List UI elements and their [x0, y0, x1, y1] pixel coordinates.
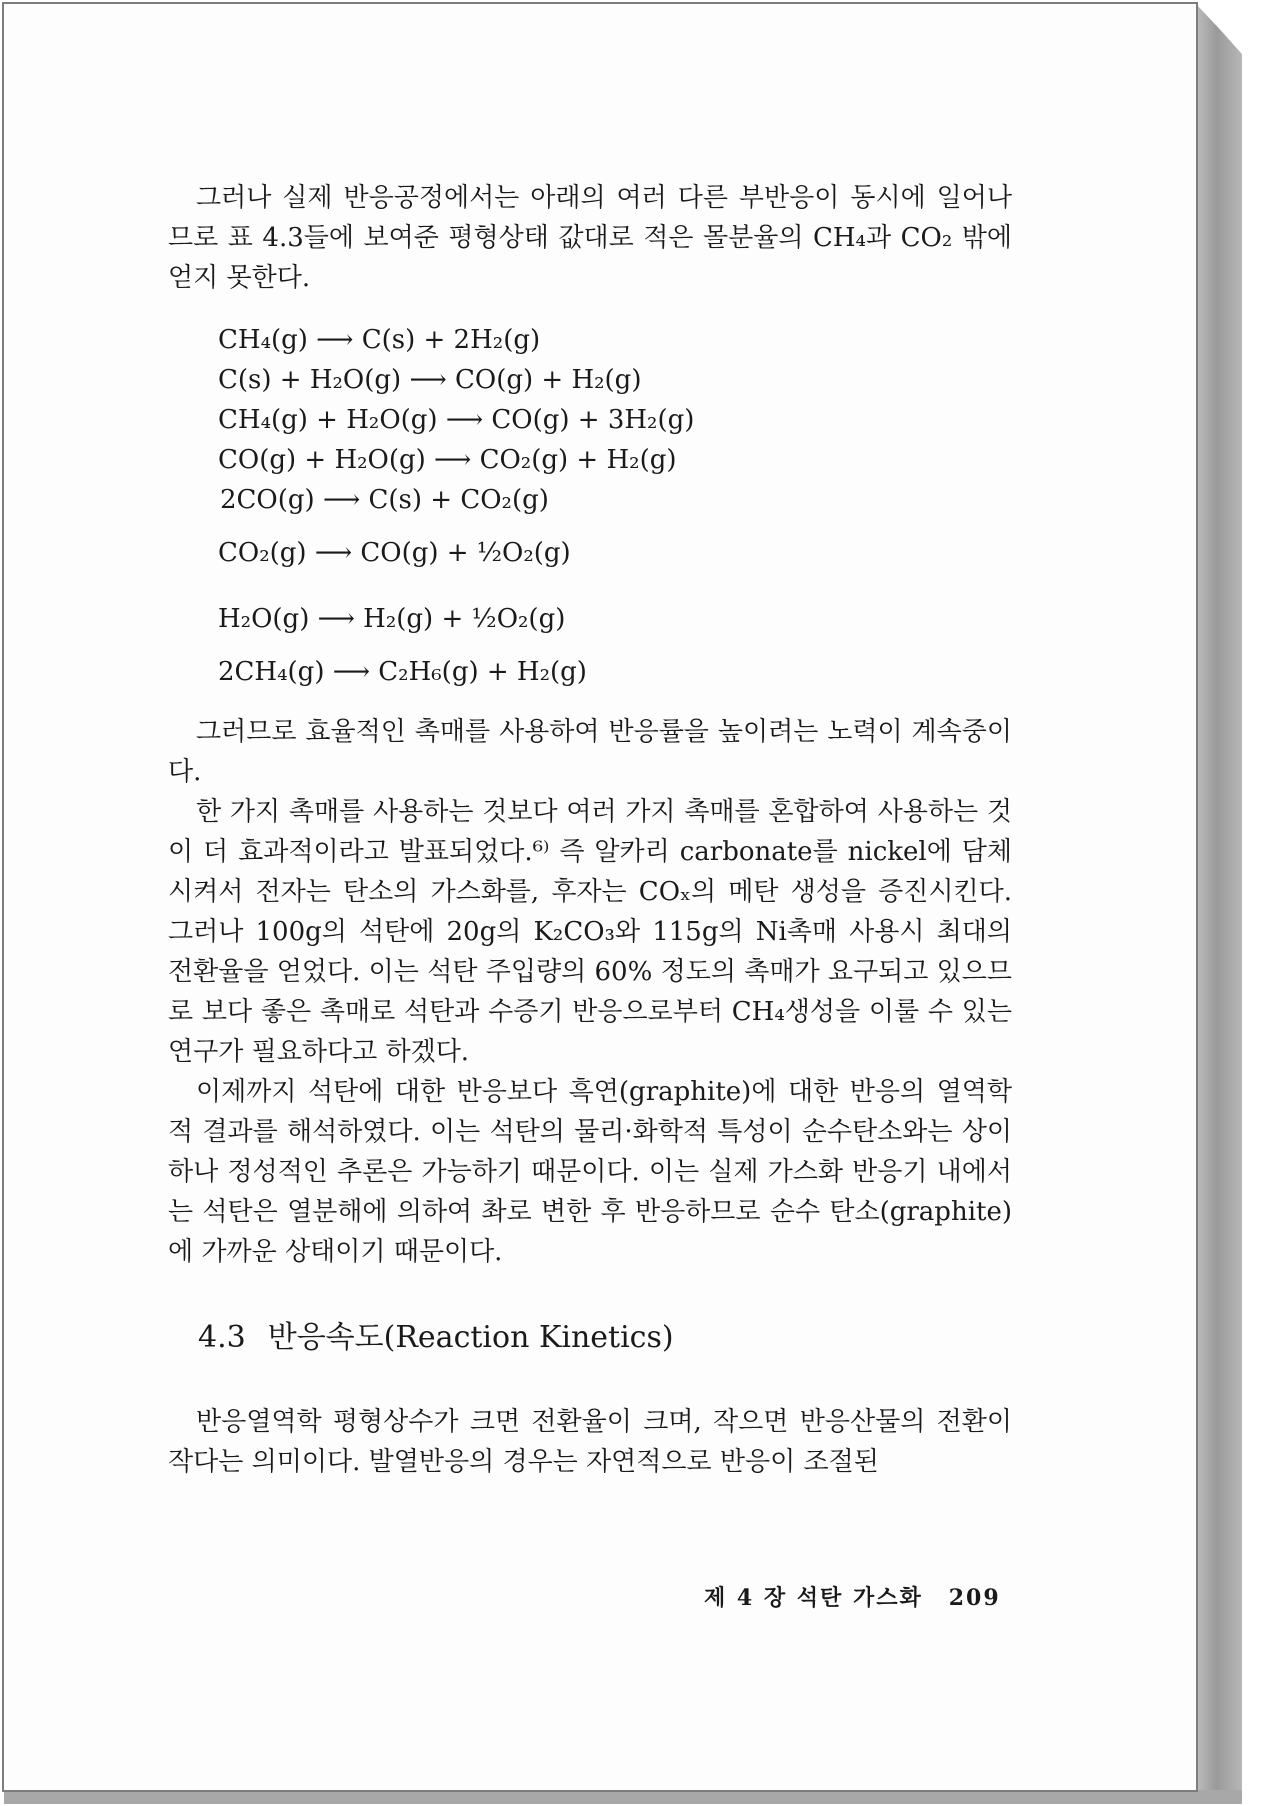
paragraph-kinetics: 반응열역학 평형상수가 크면 전환율이 크며, 작으면 반응산물의 전환이 작다는 의미이다. 발열반응의 경우는 자연적으로 반응이 조절된	[168, 1407, 1012, 1477]
paragraph-graphite: 이제까지 석탄에 대한 반응보다 흑연(graphite)에 대한 반응의 열역학적 결과를 해석하였다. 이는 석탄의 물리·화학적 특성이 순수탄소와는 상이하나 정성적인 추론은 가능하기 때문이다. 이는 실제 가스화 반응기 내에서는 석탄은 열분해에 의하여 촤로 변한 후 반응하므로 순수 탄소(graphite)에 가까운 상태이기 때문이다.	[168, 1077, 1012, 1267]
equation: CH₄(g) ⟶ C(s) + 2H₂(g)	[218, 325, 541, 355]
page-content	[168, 178, 1012, 1482]
equation: 2CH₄(g) ⟶ C₂H₆(g) + H₂(g)	[218, 657, 587, 687]
section-title: 반응속도(Reaction Kinetics)	[267, 1320, 674, 1355]
paragraph-intro: 그러나 실제 반응공정에서는 아래의 여러 다른 부반응이 동시에 일어나므로 표 4.3들에 보여준 평형상태 값대로 적은 몰분율의 CH₄과 CO₂ 밖에 얻지 못한다.	[168, 183, 1012, 293]
page-edge-right	[1196, 4, 1242, 1794]
page-footer	[704, 1581, 1001, 1612]
equation: 2CO(g) ⟶ C(s) + CO₂(g)	[220, 485, 549, 515]
equation: CO₂(g) ⟶ CO(g) + ½O₂(g)	[218, 538, 571, 568]
reaction-equations	[218, 320, 1012, 692]
section-heading	[168, 1316, 1012, 1360]
equation: H₂O(g) ⟶ H₂(g) + ½O₂(g)	[218, 604, 566, 634]
equation: CH₄(g) + H₂O(g) ⟶ CO(g) + 3H₂(g)	[218, 405, 695, 435]
equation: CO(g) + H₂O(g) ⟶ CO₂(g) + H₂(g)	[218, 445, 677, 475]
section-number: 4.3	[198, 1320, 246, 1355]
running-footer-chapter: 제 4 장 석탄 가스화	[704, 1585, 923, 1611]
equation: C(s) + H₂O(g) ⟶ CO(g) + H₂(g)	[218, 365, 642, 395]
page	[2, 2, 1198, 1792]
page-edge-bottom	[4, 1790, 1242, 1804]
page-number: 209	[948, 1585, 1001, 1611]
paragraph-catalyst-effort: 그러므로 효율적인 촉매를 사용하여 반응률을 높이려는 노력이 계속중이다.	[168, 717, 1012, 787]
paragraph-mixed-catalyst: 한 가지 촉매를 사용하는 것보다 여러 가지 촉매를 혼합하여 사용하는 것이 더 효과적이라고 발표되었다.⁶⁾ 즉 알카리 carbonate를 nickel에 담체시켜서 전자는 탄소의 가스화를, 후자는 COₓ의 메탄 생성을 증진시킨다. 그러나 100g의 석탄에 20g의 K₂CO₃와 115g의 Ni촉매 사용시 최대의 전환율을 얻었다. 이는 석탄 주입량의 60% 정도의 촉매가 요구되고 있으므로 보다 좋은 촉매로 석탄과 수증기 반응으로부터 CH₄생성을 이룰 수 있는 연구가 필요하다고 하겠다.	[168, 797, 1012, 1067]
